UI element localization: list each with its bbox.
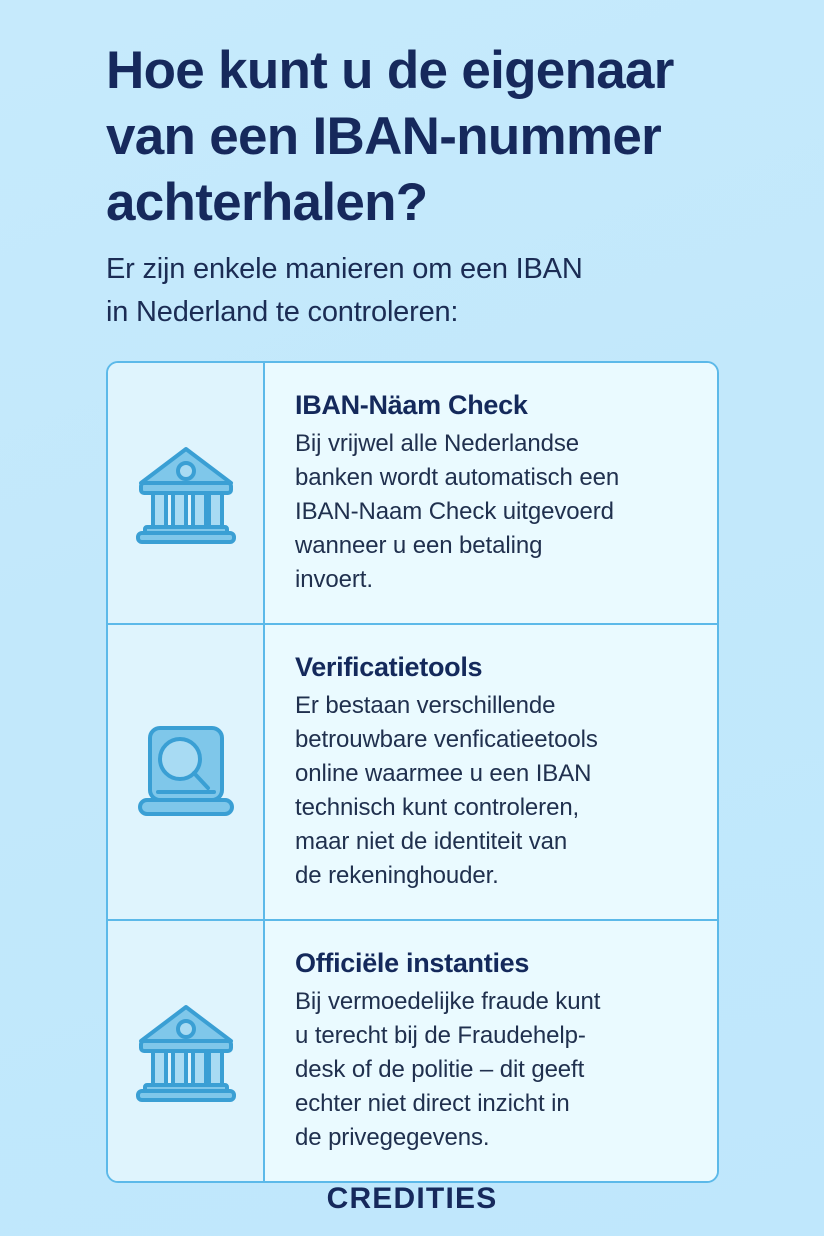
item-title: Officiële instanties [295, 948, 530, 978]
methods-table [106, 361, 719, 1183]
page-subtitle-line-1: Er zijn enkele manieren om een IBAN [106, 253, 583, 285]
icon-cell [108, 625, 265, 919]
item-body-line: de rekeninghouder. [295, 862, 499, 889]
text-cell [265, 363, 717, 623]
item-body-line: de privegegevens. [295, 1124, 490, 1151]
item-title: IBAN-Näam Check [295, 390, 528, 420]
item-title: Verificatietools [295, 652, 483, 682]
bank-building-icon [131, 999, 241, 1103]
icon-cell [108, 921, 265, 1181]
table-row [108, 921, 717, 1181]
footer-label: CREDITIES [326, 1182, 498, 1215]
item-body-line: invoert. [295, 566, 373, 593]
page-subtitle-line-2: in Nederland te controleren: [106, 296, 459, 328]
text-cell [265, 921, 717, 1181]
icon-cell [108, 363, 265, 623]
page-subtitle [106, 248, 746, 334]
bank-building-icon [131, 441, 241, 545]
page-title [106, 38, 756, 236]
table-row [108, 625, 717, 921]
item-body-line: banken wordt automatisch een [295, 464, 620, 491]
item-body-line: online waarmee u een IBAN [295, 760, 592, 787]
table-row [108, 363, 717, 625]
item-body-line: echter niet direct inzicht in [295, 1090, 570, 1117]
page-title-line-3: achterhalen? [106, 173, 428, 232]
item-body-line: Bij vrijwel alle Nederlandse [295, 430, 579, 457]
item-body [295, 689, 691, 893]
item-body-line: maar niet de identiteit van [295, 828, 568, 855]
laptop-magnifier-icon [134, 722, 238, 822]
item-body [295, 427, 691, 597]
item-body [295, 985, 691, 1155]
item-body-line: u terecht bij de Fraudehelp- [295, 1022, 586, 1049]
item-body-line: Er bestaan verschillende [295, 692, 556, 719]
item-body-line: Bij vermoedelijke fraude kunt [295, 988, 601, 1015]
item-body-line: IBAN-Naam Check uitgevoerd [295, 498, 614, 525]
item-body-line: betrouwbare venficatieetools [295, 726, 598, 753]
page-title-line-2: van een IBAN-nummer [106, 107, 662, 166]
page-title-line-1: Hoe kunt u de eigenaar [106, 41, 674, 100]
item-body-line: desk of de politie – dit geeft [295, 1056, 585, 1083]
text-cell [265, 625, 717, 919]
item-body-line: wanneer u een betaling [295, 532, 543, 559]
item-body-line: technisch kunt controleren, [295, 794, 580, 821]
